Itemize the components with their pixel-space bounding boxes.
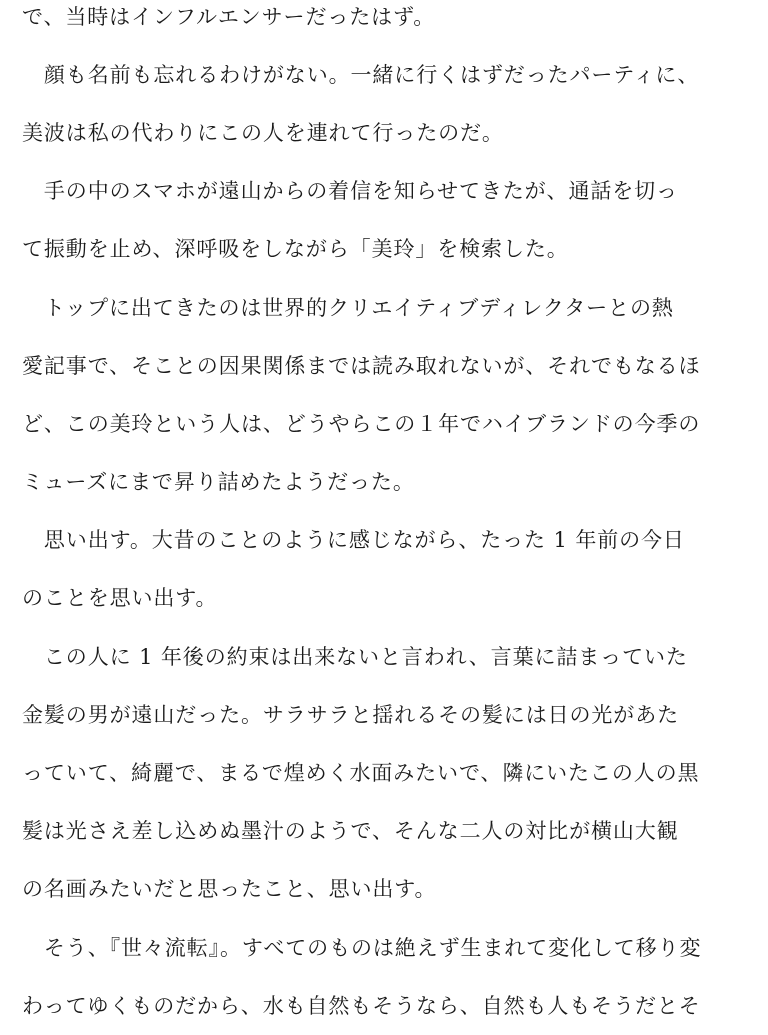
text-line: トップに出てきたのは世界的クリエイティブディレクターとの熱 <box>22 296 674 320</box>
text-line: 思い出す。大昔のことのように感じながら、たった 1 年前の今日 <box>22 528 685 552</box>
text-line: 愛記事で、そことの因果関係までは読み取れないが、それでもなるほ <box>22 354 701 378</box>
text-line: て振動を止め、深呼吸をしながら「美玲」を検索した。 <box>22 237 569 261</box>
text-line: そう、『世々流転』。すべてのものは絶えず生まれて変化して移り変 <box>22 936 702 960</box>
text-line: っていて、綺麗で、まるで煌めく水面みたいで、隣にいたこの人の黒 <box>22 761 700 785</box>
text-line: 金髪の男が遠山だった。サラサラと揺れるその髪には日の光があた <box>22 703 679 727</box>
text-line: のことを思い出す。 <box>22 586 218 610</box>
text-line: 手の中のスマホが遠山からの着信を知らせてきたが、通話を切っ <box>22 179 678 203</box>
document-page <box>22 0 746 1035</box>
text-line: 美波は私の代わりにこの人を連れて行ったのだ。 <box>22 121 504 145</box>
text-line: 髪は光さえ差し込めぬ墨汁のようで、そんな二人の対比が横山大観 <box>22 819 679 843</box>
text-line: で、当時はインフルエンサーだったはず。 <box>22 5 436 29</box>
text-line: 顔も名前も忘れるわけがない。一緒に行くはずだったパーティに、 <box>22 63 700 87</box>
text-line: ミューズにまで昇り詰めたようだった。 <box>22 470 415 494</box>
text-line: の名画みたいだと思ったこと、思い出す。 <box>22 877 437 901</box>
text-line: この人に 1 年後の約束は出来ないと言われ、言葉に詰まっていた <box>22 645 688 669</box>
text-line: わってゆくものだから、水も自然もそうなら、自然も人もそうだとそ <box>22 994 701 1018</box>
text-line: ど、この美玲という人は、どうやらこの１年でハイブランドの今季の <box>22 412 701 436</box>
